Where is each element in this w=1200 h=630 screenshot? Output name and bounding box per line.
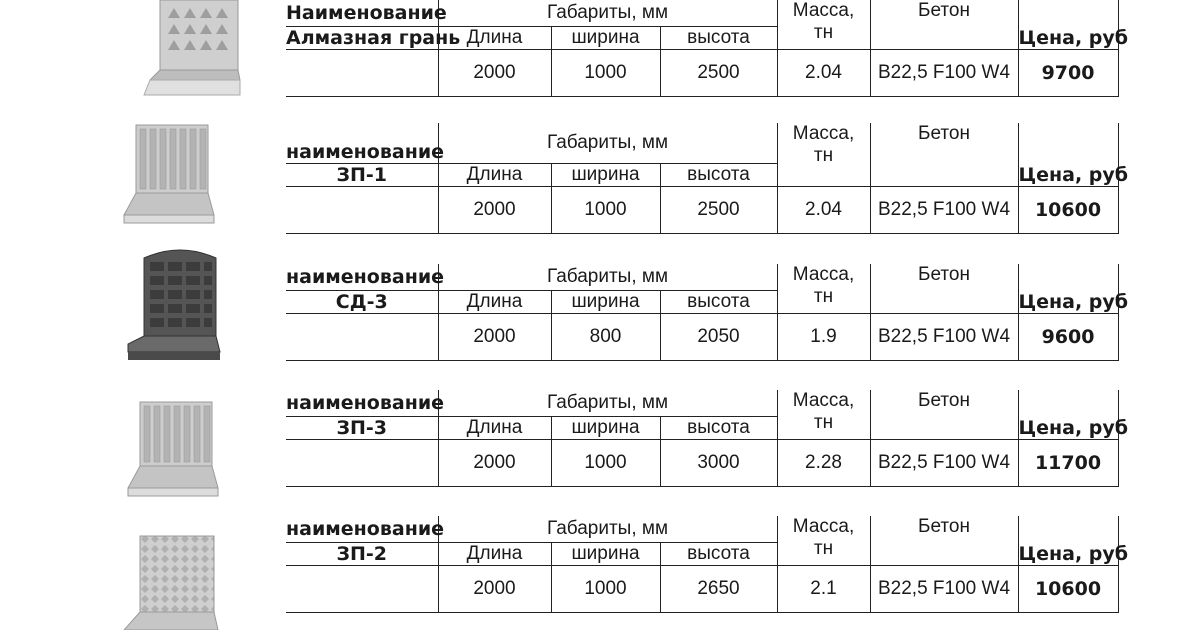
model-name: ЗП-2 — [286, 543, 438, 566]
ribbed-block-icon — [100, 400, 240, 510]
dimensions-header: Габариты, мм — [438, 516, 777, 543]
mass-header: Масса, тн — [777, 516, 870, 566]
concrete-value: B22,5 F100 W4 — [870, 566, 1018, 613]
mass-value: 2.28 — [777, 440, 870, 487]
spec-table — [286, 123, 1129, 234]
name-label: наименование — [286, 264, 438, 291]
width-value: 1000 — [551, 50, 660, 97]
width-header: ширина — [551, 27, 660, 50]
width-header: ширина — [551, 543, 660, 566]
width-header: ширина — [551, 417, 660, 440]
concrete-header: Бетон — [870, 516, 1018, 566]
spec-table — [286, 264, 1129, 361]
length-value: 2000 — [438, 566, 551, 613]
length-value: 2000 — [438, 314, 551, 361]
concrete-header: Бетон — [870, 390, 1018, 440]
height-value: 2500 — [660, 50, 777, 97]
concrete-value: B22,5 F100 W4 — [870, 187, 1018, 234]
length-header: Длина — [438, 27, 551, 50]
spec-table — [286, 0, 1129, 97]
price-value: 11700 — [1018, 440, 1118, 487]
name-label: наименование — [286, 390, 438, 417]
dimensions-header: Габариты, мм — [438, 123, 777, 164]
name-label: Наименование — [286, 0, 438, 27]
height-value: 3000 — [660, 440, 777, 487]
model-name: Алмазная грань — [286, 27, 461, 49]
concrete-value: B22,5 F100 W4 — [870, 314, 1018, 361]
mass-value: 1.9 — [777, 314, 870, 361]
mass-header: Масса, тн — [777, 0, 870, 50]
height-header: высота — [660, 164, 777, 187]
empty-cell — [286, 187, 438, 234]
length-header: Длина — [438, 417, 551, 440]
length-header: Длина — [438, 291, 551, 314]
concrete-value: B22,5 F100 W4 — [870, 50, 1018, 97]
price-value: 9700 — [1018, 50, 1118, 97]
concrete-header: Бетон — [870, 0, 1018, 50]
empty-cell — [286, 566, 438, 613]
model-name: СД-3 — [286, 291, 438, 314]
mass-header: Масса, тн — [777, 390, 870, 440]
name-label: наименование — [286, 516, 438, 543]
price-value: 10600 — [1018, 187, 1118, 234]
price-header: Цена, руб — [1018, 0, 1118, 50]
mass-header: Масса, тн — [777, 264, 870, 314]
height-header: высота — [660, 543, 777, 566]
empty-cell — [286, 50, 438, 97]
diamond-edge-block-icon — [100, 0, 240, 95]
width-header: ширина — [551, 164, 660, 187]
empty-cell — [286, 314, 438, 361]
width-header: ширина — [551, 291, 660, 314]
empty-cell — [286, 440, 438, 487]
dimensions-header: Габариты, мм — [438, 0, 777, 27]
concrete-header: Бетон — [870, 123, 1018, 187]
length-header: Длина — [438, 164, 551, 187]
height-header: высота — [660, 27, 777, 50]
length-value: 2000 — [438, 187, 551, 234]
price-header: Цена, руб — [1018, 123, 1118, 187]
height-header: высота — [660, 417, 777, 440]
price-header: Цена, руб — [1018, 264, 1118, 314]
width-value: 800 — [551, 314, 660, 361]
height-header: высота — [660, 291, 777, 314]
dimensions-header: Габариты, мм — [438, 390, 777, 417]
mass-value: 2.1 — [777, 566, 870, 613]
diamond-pattern-block-icon — [100, 534, 240, 630]
height-value: 2050 — [660, 314, 777, 361]
width-value: 1000 — [551, 440, 660, 487]
price-value: 9600 — [1018, 314, 1118, 361]
width-value: 1000 — [551, 566, 660, 613]
mass-header: Масса, тн — [777, 123, 870, 187]
height-value: 2650 — [660, 566, 777, 613]
model-name: ЗП-1 — [286, 164, 438, 187]
name-label: наименование — [286, 123, 438, 164]
price-value: 10600 — [1018, 566, 1118, 613]
spec-table — [286, 516, 1129, 613]
price-header: Цена, руб — [1018, 516, 1118, 566]
concrete-header: Бетон — [870, 264, 1018, 314]
length-value: 2000 — [438, 440, 551, 487]
height-value: 2500 — [660, 187, 777, 234]
brick-pattern-block-icon — [100, 248, 240, 364]
spec-table — [286, 390, 1129, 487]
mass-value: 2.04 — [777, 187, 870, 234]
dimensions-header: Габариты, мм — [438, 264, 777, 291]
length-header: Длина — [438, 543, 551, 566]
price-header: Цена, руб — [1018, 390, 1118, 440]
model-name: ЗП-3 — [286, 417, 438, 440]
ribbed-block-icon — [100, 123, 240, 233]
mass-value: 2.04 — [777, 50, 870, 97]
width-value: 1000 — [551, 187, 660, 234]
concrete-value: B22,5 F100 W4 — [870, 440, 1018, 487]
length-value: 2000 — [438, 50, 551, 97]
